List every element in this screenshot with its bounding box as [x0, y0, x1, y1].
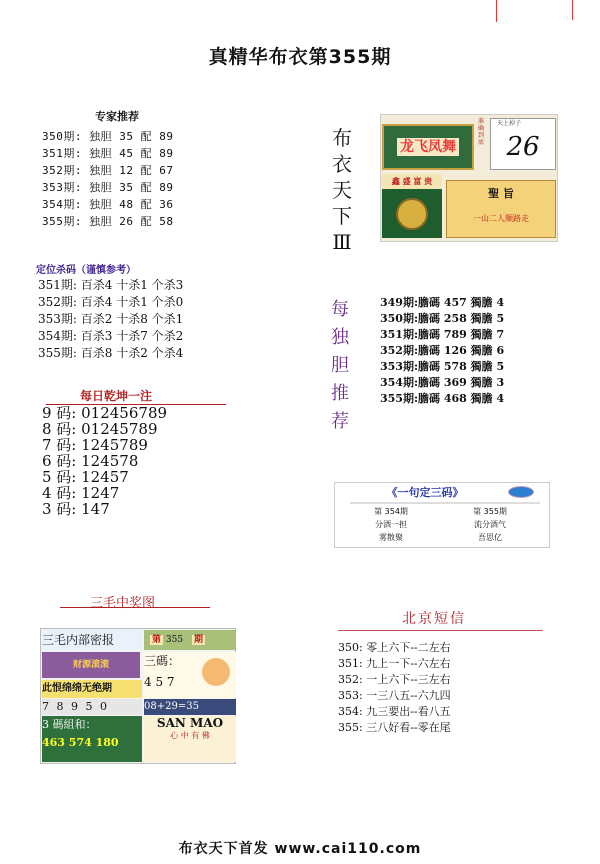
- yiju-col1-line2: 雾散聚: [379, 533, 403, 542]
- sanmao-r4: SAN MAO 心 中 有 佛: [144, 716, 236, 762]
- expert-title: 专家推荐: [95, 110, 139, 123]
- banner-green: 鑫 盛 富 贵: [382, 174, 442, 238]
- list-item: 8 码: 01245789: [42, 420, 158, 438]
- vertical-title-dudan: 每 独 胆 推 荐: [331, 299, 349, 432]
- sanmao-l1: 三毛内部密报: [42, 630, 142, 650]
- banner-number: 天上掉子 26: [490, 118, 556, 170]
- vertical-title-buyi: 布 衣 天 下 Ⅲ: [332, 126, 352, 254]
- list-item: 355期: 独胆 26 配 58: [42, 215, 174, 228]
- divider: [350, 502, 540, 504]
- list-item: 352: 一上六下--三左右: [338, 673, 451, 686]
- list-item: 355期:膽碼 468 獨膽 4: [380, 392, 505, 405]
- meiri-list: [42, 405, 167, 517]
- list-item: 352期: 独胆 12 配 67: [42, 164, 174, 177]
- list-item: 4 码: 1247: [42, 484, 120, 502]
- expert-list: [42, 128, 173, 230]
- sanmao-l5: 3 碼組和： 463 574 180: [42, 716, 142, 762]
- yiju-col2-period: 第 355期: [473, 507, 507, 516]
- list-item: 9 码: 012456789: [42, 404, 168, 422]
- eye-icon: [508, 486, 534, 498]
- sanmao-r2: 三碼： 4 5 7: [144, 652, 236, 698]
- list-item: 349期:膽碼 457 獨膽 4: [380, 296, 505, 309]
- dudan-list: [380, 295, 504, 407]
- beijing-title: 北京短信: [402, 611, 466, 627]
- sanmao-r3: 08+29=35: [144, 699, 236, 715]
- list-item: 351期: 独胆 45 配 89: [42, 147, 174, 160]
- yiju-title: 《一句定三码》: [386, 486, 464, 499]
- meiri-title: 每日乾坤一注: [80, 389, 153, 403]
- list-item: 351期: 百杀4 十杀1 个杀3: [38, 278, 184, 292]
- sanmao-l4: 7 8 9 5 0: [42, 699, 142, 715]
- list-item: 355期: 百杀8 十杀2 个杀4: [38, 346, 184, 360]
- dingwei-list: [38, 277, 183, 362]
- divider: [60, 607, 210, 608]
- list-item: 354: 九三要出--看八五: [338, 705, 451, 718]
- list-item: 352期:膽碼 126 獨膽 6: [380, 344, 505, 357]
- list-item: 350期: 独胆 35 配 89: [42, 130, 174, 143]
- sanmao-l3: 此恨绵绵无绝期: [42, 680, 142, 698]
- list-item: 354期:膽碼 369 獨膽 3: [380, 376, 505, 389]
- yiju-col2-line1: 流分酒气: [474, 520, 506, 529]
- banner-scroll: 聖 旨 一山二人顺路走: [446, 180, 556, 238]
- corner-line: [496, 0, 497, 22]
- yiju-col1-period: 第 354期: [374, 507, 408, 516]
- banner-dragon: 龙飞凤舞: [382, 124, 474, 170]
- coin-icon: [396, 198, 428, 230]
- sanmao-r1: 第 355 期: [144, 630, 236, 650]
- flower-icon: [202, 658, 230, 686]
- banner-small-text: 准确到底: [478, 118, 485, 146]
- list-item: 354期: 独胆 48 配 36: [42, 198, 174, 211]
- corner-line: [572, 0, 573, 20]
- list-item: 355: 三八好看--零在尾: [338, 721, 451, 734]
- list-item: 3 码: 147: [42, 500, 110, 518]
- list-item: 353期: 百杀2 十杀8 个杀1: [38, 312, 184, 326]
- page-title: 真精华布衣第355期: [208, 46, 392, 68]
- list-item: 354期: 百杀3 十杀7 个杀2: [38, 329, 184, 343]
- list-item: 353期:膽碼 578 獨膽 5: [380, 360, 505, 373]
- divider: [338, 630, 543, 631]
- list-item: 353期: 独胆 35 配 89: [42, 181, 174, 194]
- beijing-list: [338, 640, 451, 736]
- list-item: 350期:膽碼 258 獨膽 5: [380, 312, 505, 325]
- list-item: 351期:膽碼 789 獨膽 7: [380, 328, 505, 341]
- list-item: 6 码: 124578: [42, 452, 139, 470]
- sanmao-purple: 财源滚滚: [42, 652, 140, 678]
- list-item: 352期: 百杀4 十杀1 个杀0: [38, 295, 184, 309]
- footer: 布衣天下首发 www.cai110.com: [178, 841, 422, 857]
- yiju-col2-line2: 吾思亿: [478, 533, 502, 542]
- yiju-col1-line1: 分酒一担: [375, 520, 407, 529]
- dingwei-title: 定位杀码（谨慎参考）: [36, 265, 136, 276]
- list-item: 7 码: 1245789: [42, 436, 148, 454]
- yiju-grid: [346, 506, 542, 544]
- sanmao-title: 三毛中奖图: [90, 596, 156, 611]
- list-item: 353: 一三八五--六九四: [338, 689, 451, 702]
- list-item: 5 码: 12457: [42, 468, 129, 486]
- list-item: 350: 零上六下--二左右: [338, 641, 451, 654]
- list-item: 351: 九上一下--六左右: [338, 657, 451, 670]
